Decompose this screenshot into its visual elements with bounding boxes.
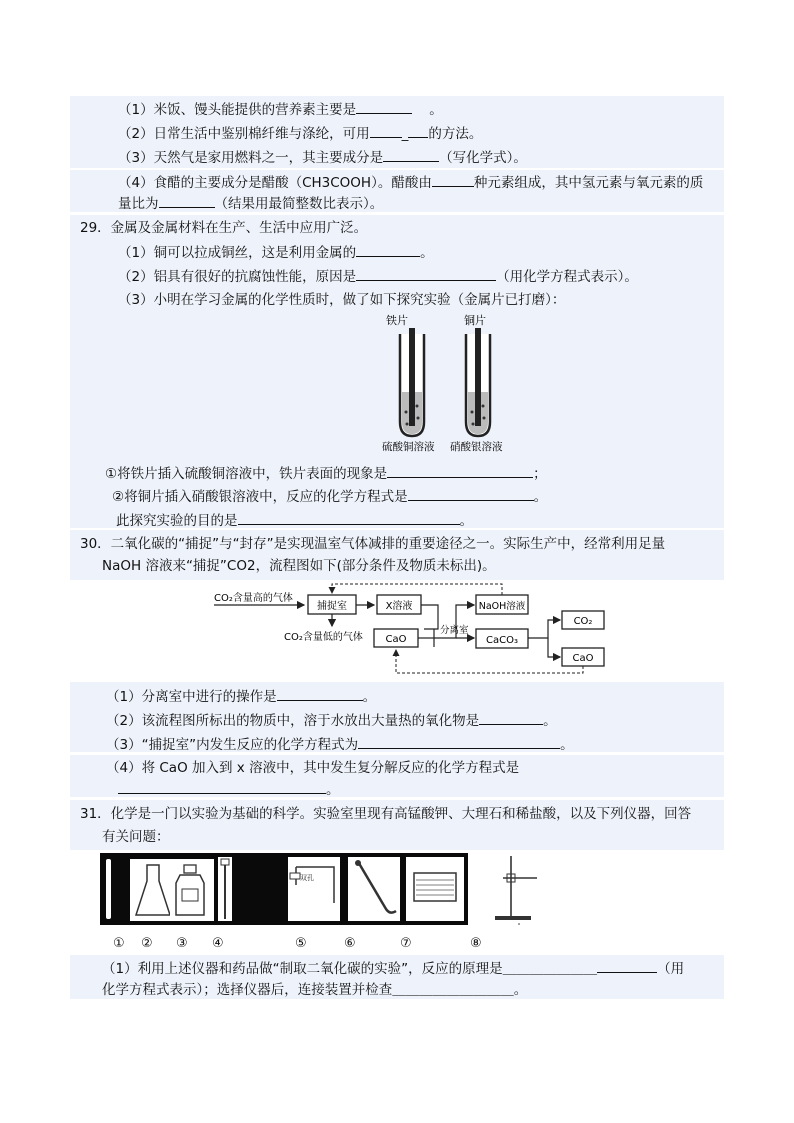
q29-l2-end: （用化学方程式表示）。	[496, 269, 638, 285]
q31-line-1	[102, 958, 684, 979]
flow-naoh-solution: NaOH溶液	[478, 601, 526, 612]
q29-s1-end: ；	[533, 466, 547, 482]
answer-blank[interactable]	[432, 172, 474, 187]
lab-apparatus-panel	[100, 853, 468, 925]
q28-l1-text: （1）米饭、馒头能提供的营养素主要是	[118, 102, 357, 118]
q29-s1-text: ①将铁片插入硫酸铜溶液中，铁片表面的现象是	[105, 466, 388, 482]
q30-line-1	[106, 686, 376, 707]
answer-blank[interactable]	[370, 123, 402, 138]
q31-l1-end: （用	[657, 961, 685, 977]
q28-l2-text: （2）日常生活中鉴别棉纤维与涤纶，可用	[118, 126, 370, 142]
q28-line-5	[118, 193, 383, 214]
q30-l2-end: 。	[543, 713, 557, 729]
label-double-hole: 双孔	[300, 874, 314, 882]
q28-l4-text: （4）食醋的主要成分是醋酸（CH3COOH）。醋酸由	[118, 175, 432, 191]
label-copper-sulfate: 硫酸铜溶液	[382, 441, 435, 453]
flow-separation-chamber: 分离室	[440, 625, 469, 636]
apparatus-iron-stand	[481, 850, 545, 926]
q30-line-2	[106, 710, 557, 731]
copper-strip	[475, 328, 481, 426]
q30-l1-text: （1）分离室中进行的操作是	[106, 689, 277, 705]
q30-l1-end: 。	[362, 689, 377, 705]
q29-line-1	[118, 242, 434, 263]
flow-cao: CaO	[385, 634, 407, 645]
q30-stem-2: NaOH 溶液来“捕捉”CO2，流程图如下(部分条件及物质未标出)。	[102, 558, 496, 574]
apparatus-number-4: ④	[212, 936, 224, 951]
q30-l5-end: 。	[326, 782, 340, 798]
answer-blank[interactable]	[479, 710, 543, 725]
q30-line-4: （4）将 CaO 加入到 x 溶液中，其中发生复分解反应的化学方程式是	[106, 760, 520, 776]
q28-line-2	[118, 123, 482, 144]
q28-l1-end: 。	[429, 102, 443, 118]
q29-sub-3	[116, 510, 473, 531]
answer-blank[interactable]	[356, 242, 420, 257]
q28-l3-text: （3）天然气是家用燃料之一，其主要成分是	[118, 150, 384, 166]
apparatus-conical-flask	[130, 859, 176, 921]
q30-stem-1: 30．二氧化碳的“捕捉”与“封存”是实现温室气体减排的重要途径之一。实际生产中，经常利用足量	[80, 536, 666, 552]
q30-l3-end: 。	[560, 737, 574, 753]
answer-blank[interactable]	[356, 99, 412, 114]
test-tube-figure	[380, 312, 510, 454]
flow-high-co2-gas: CO₂含量高的气体	[214, 593, 293, 604]
answer-blank[interactable]	[358, 734, 560, 749]
answer-blank[interactable]	[408, 123, 428, 138]
apparatus-number-2: ②	[141, 936, 153, 951]
flow-x-solution: X溶液	[385, 601, 413, 612]
q31-l1-dashes[interactable]: ＿＿＿＿＿＿＿	[502, 961, 598, 977]
q29-line-3: （3）小明在学习金属的化学性质时，做了如下探究实验（金属片已打磨）：	[118, 292, 566, 308]
q28-l5-end: （结果用最简整数比表示）。	[214, 196, 384, 212]
iron-strip	[409, 328, 415, 426]
q30-l3-text: （3）“捕捉室”内发生反应的化学方程式为	[106, 737, 359, 753]
q29-s2-end: 。	[533, 489, 548, 505]
q28-l3-end: （写化学式）。	[439, 150, 527, 166]
q28-l2-sep: _	[401, 126, 409, 142]
apparatus-number-5: ⑤	[295, 936, 307, 951]
q28-line-3	[118, 147, 527, 168]
answer-blank[interactable]	[356, 266, 496, 281]
apparatus-number-6: ⑥	[344, 936, 356, 951]
answer-blank[interactable]	[383, 147, 439, 162]
q29-l2-text: （2）铝具有很好的抗腐蚀性能，原因是	[118, 269, 357, 285]
q29-s3-text: 此探究实验的目的是	[116, 513, 238, 529]
q28-l4-end: 种元素组成，其中氢元素与氧元素的质	[473, 175, 704, 191]
apparatus-number-1: ①	[113, 936, 125, 951]
q28-line-1	[118, 99, 443, 120]
apparatus-delivery-tube	[348, 857, 400, 921]
q29-s2-text: ②将铜片插入硝酸银溶液中，反应的化学方程式是	[112, 489, 408, 505]
label-silver-nitrate: 硝酸银溶液	[450, 441, 503, 453]
apparatus-test-tube	[106, 859, 111, 919]
flow-co2-out: CO₂	[573, 616, 593, 627]
answer-blank[interactable]	[597, 958, 657, 973]
q29-l1-end: 。	[420, 245, 434, 261]
label-copper-strip: 铜片	[464, 314, 486, 327]
q31-stem-2: 有关问题：	[102, 829, 170, 845]
answer-blank[interactable]	[387, 463, 533, 478]
flow-caco3: CaCO₃	[486, 635, 518, 646]
q31-l2-dashes[interactable]: ＿＿＿＿＿＿＿＿＿	[392, 982, 514, 998]
q28-line-4	[118, 172, 703, 193]
co2-capture-flowchart	[212, 580, 608, 676]
answer-blank[interactable]	[159, 193, 215, 208]
answer-blank[interactable]	[408, 486, 534, 501]
apparatus-number-7: ⑦	[400, 936, 412, 951]
q30-line-3	[106, 734, 574, 755]
q29-s3-end: 。	[459, 513, 473, 529]
flow-low-co2-gas: CO₂含量低的气体	[284, 632, 363, 643]
q30-l2-text: （2）该流程图所标出的物质中，溶于水放出大量热的氧化物是	[106, 713, 480, 729]
answer-blank[interactable]	[118, 779, 326, 794]
apparatus-stopper-tubes	[288, 857, 340, 921]
q28-l5-text: 量比为	[118, 196, 159, 212]
q30-line-5	[118, 779, 340, 800]
apparatus-long-funnel	[218, 857, 232, 921]
apparatus-reagent-bottle	[170, 859, 214, 921]
q31-l1-text: （1）利用上述仪器和药品做“制取二氧化碳的实验”，反应的原理是	[102, 961, 503, 977]
answer-blank[interactable]	[238, 510, 460, 525]
q29-stem: 29．金属及金属材料在生产、生活中应用广泛。	[80, 220, 368, 236]
test-tube-right	[466, 328, 490, 436]
apparatus-number-3: ③	[176, 936, 188, 951]
label-iron-strip: 铁片	[386, 314, 408, 327]
q29-l1-text: （1）铜可以拉成铜丝，这是利用金属的	[118, 245, 357, 261]
apparatus-water-trough	[406, 857, 464, 921]
test-tube-left	[400, 328, 424, 436]
q31-line-2	[102, 980, 527, 1000]
q31-l2-end: 。	[513, 982, 528, 998]
flow-cao-out: CaO	[572, 653, 594, 664]
q31-stem-1: 31．化学是一门以实验为基础的科学。实验室里现有高锰酸钾、大理石和稀盐酸，以及下列仪器，回答	[80, 806, 692, 822]
q29-sub-1	[105, 463, 547, 484]
q28-l2-end: 的方法。	[428, 126, 483, 142]
q29-sub-2	[112, 486, 547, 507]
flow-capture-chamber: 捕捉室	[317, 601, 347, 612]
q29-line-2	[118, 266, 638, 287]
apparatus-number-8: ⑧	[470, 936, 482, 951]
q31-l2-text: 化学方程式表示）；选择仪器后，连接装置并检查	[102, 982, 393, 998]
answer-blank[interactable]	[277, 686, 363, 701]
